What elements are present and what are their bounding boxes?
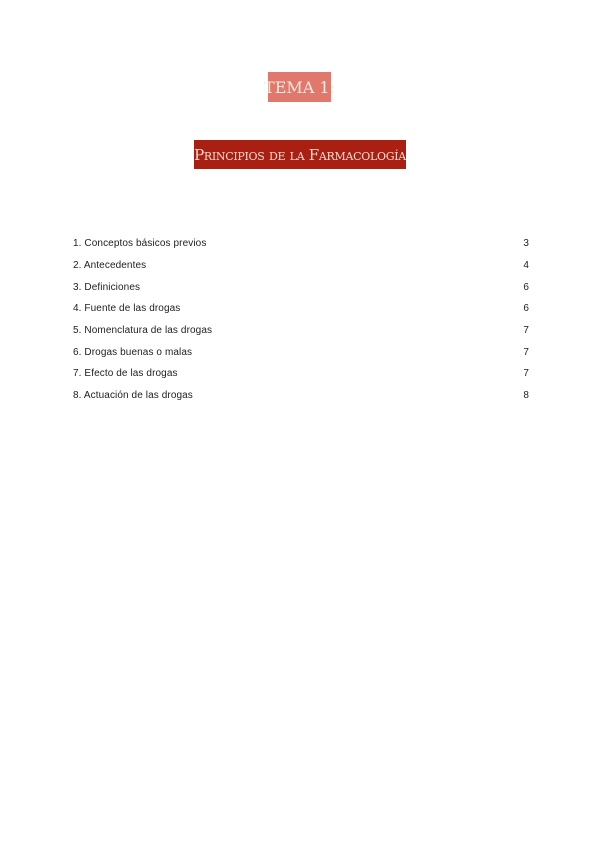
table-of-contents — [73, 233, 529, 407]
toc-entry-title: 4. Fuente de las drogas — [73, 303, 181, 315]
toc-entry-title: 7. Efecto de las drogas — [73, 368, 178, 380]
toc-entry-title: 8. Actuación de las drogas — [73, 390, 193, 402]
toc-entry[interactable] — [73, 255, 529, 277]
toc-entry[interactable] — [73, 233, 529, 255]
toc-entry-page: 6 — [523, 281, 529, 293]
toc-entry[interactable] — [73, 385, 529, 407]
toc-entry[interactable] — [73, 298, 529, 320]
toc-entry-page: 7 — [523, 325, 529, 337]
toc-entry[interactable] — [73, 363, 529, 385]
toc-entry-page: 3 — [523, 238, 529, 250]
toc-entry-title: 3. Definiciones — [73, 281, 141, 293]
toc-entry-title: 1. Conceptos básicos previos — [73, 238, 207, 250]
toc-entry-page: 6 — [523, 303, 529, 315]
toc-entry[interactable] — [73, 341, 529, 363]
toc-entry-page: 4 — [523, 260, 529, 272]
toc-entry[interactable] — [73, 276, 529, 298]
document-title: Principios de la Farmacología — [194, 140, 406, 169]
toc-entry-page: 7 — [523, 368, 529, 380]
toc-entry-title: 6. Drogas buenas o malas — [73, 346, 193, 358]
tema-label: TEMA 1: — [268, 72, 331, 102]
toc-entry-page: 7 — [523, 346, 529, 358]
toc-entry[interactable] — [73, 320, 529, 342]
toc-entry-title: 2. Antecedentes — [73, 260, 147, 272]
toc-entry-page: 8 — [523, 390, 529, 402]
toc-entry-title: 5. Nomenclatura de las drogas — [73, 325, 213, 337]
